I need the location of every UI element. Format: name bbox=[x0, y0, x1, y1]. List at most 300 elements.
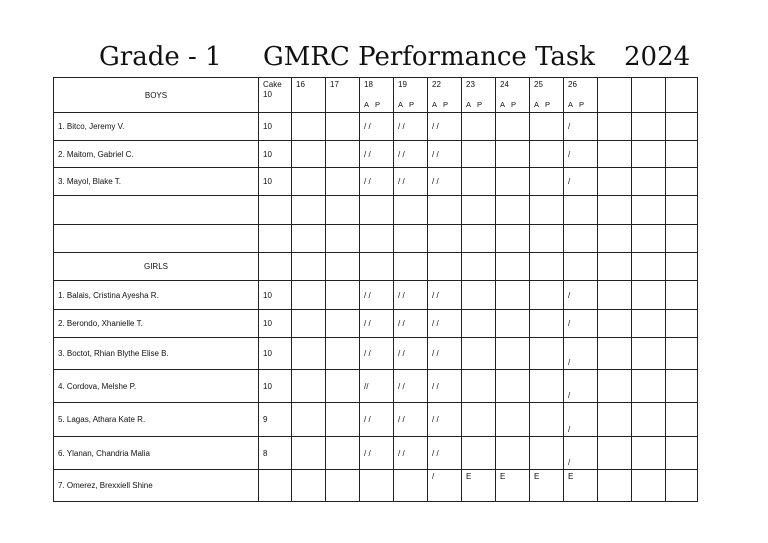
blank-cell bbox=[666, 196, 698, 225]
attendance-cell-25 bbox=[530, 370, 564, 403]
attendance-mark: / bbox=[568, 391, 571, 400]
attendance-mark: / / bbox=[398, 415, 405, 424]
attendance-cell-16 bbox=[292, 168, 326, 196]
attendance-cell-17 bbox=[326, 470, 360, 502]
attendance-cell-16 bbox=[292, 437, 326, 470]
attendance-mark: / / bbox=[432, 415, 439, 424]
student-name-cell bbox=[54, 113, 259, 141]
blank-cell bbox=[428, 253, 462, 281]
ap-labels bbox=[466, 100, 488, 109]
score-cell bbox=[259, 370, 292, 403]
blank-cell bbox=[292, 225, 326, 253]
blank-cell bbox=[292, 253, 326, 281]
blank-cell bbox=[598, 281, 632, 310]
attendance-cell-19 bbox=[394, 437, 428, 470]
attendance-cell-19 bbox=[394, 281, 428, 310]
attendance-cell-17 bbox=[326, 310, 360, 338]
attendance-mark: / / bbox=[398, 290, 405, 300]
ap-a-label: A bbox=[432, 100, 438, 109]
attendance-cell-19 bbox=[394, 141, 428, 168]
student-name-cell bbox=[54, 370, 259, 403]
blank-cell bbox=[326, 225, 360, 253]
student-score: 10 bbox=[263, 349, 272, 358]
score-cell bbox=[259, 403, 292, 437]
blank-cell bbox=[666, 310, 698, 338]
header-date-24 bbox=[496, 78, 530, 113]
header-date-25 bbox=[530, 78, 564, 113]
student-row bbox=[54, 141, 698, 168]
attendance-mark: / bbox=[568, 319, 571, 328]
attendance-cell-25 bbox=[530, 338, 564, 370]
title-grade: Grade - 1 bbox=[99, 42, 222, 72]
attendance-table bbox=[53, 77, 698, 502]
ap-p-label: P bbox=[409, 100, 415, 109]
attendance-cell-22 bbox=[428, 141, 462, 168]
attendance-mark: / / bbox=[398, 319, 405, 328]
ap-labels bbox=[534, 100, 556, 109]
attendance-cell-23 bbox=[462, 338, 496, 370]
header-date-22 bbox=[428, 78, 462, 113]
attendance-mark: / bbox=[568, 358, 571, 367]
attendance-cell-18 bbox=[360, 403, 394, 437]
score-cell bbox=[259, 437, 292, 470]
student-score: 10 bbox=[263, 381, 272, 391]
attendance-mark: / / bbox=[364, 319, 371, 328]
blank-cell bbox=[428, 225, 462, 253]
blank-cell bbox=[326, 196, 360, 225]
student-row bbox=[54, 168, 698, 196]
attendance-cell-18 bbox=[360, 141, 394, 168]
attendance-cell-24 bbox=[496, 437, 530, 470]
student-name: 4. Cordova, Melshe P. bbox=[58, 381, 137, 391]
student-row bbox=[54, 437, 698, 470]
student-score: 10 bbox=[263, 149, 272, 159]
score-cell bbox=[259, 113, 292, 141]
blank-cell bbox=[598, 470, 632, 502]
attendance-cell-17 bbox=[326, 281, 360, 310]
attendance-mark: / / bbox=[432, 122, 439, 131]
attendance-cell-23 bbox=[462, 168, 496, 196]
attendance-cell-23 bbox=[462, 113, 496, 141]
blank-cell bbox=[598, 253, 632, 281]
section-header-boys bbox=[54, 78, 259, 113]
attendance-mark: / / bbox=[398, 122, 405, 131]
attendance-cell-24 bbox=[496, 113, 530, 141]
blank-cell bbox=[530, 196, 564, 225]
student-score: 10 bbox=[263, 290, 272, 300]
attendance-cell-17 bbox=[326, 370, 360, 403]
attendance-cell-17 bbox=[326, 113, 360, 141]
blank-cell bbox=[394, 225, 428, 253]
attendance-cell-25 bbox=[530, 113, 564, 141]
attendance-cell-26 bbox=[564, 370, 598, 403]
attendance-cell-18 bbox=[360, 437, 394, 470]
score-cell bbox=[259, 310, 292, 338]
section-label-boys: BOYS bbox=[144, 90, 168, 100]
ap-p-label: P bbox=[375, 100, 381, 109]
attendance-mark: / bbox=[568, 290, 571, 300]
attendance-cell-16 bbox=[292, 113, 326, 141]
attendance-cell-23 bbox=[462, 281, 496, 310]
header-date-label: 18 bbox=[364, 80, 373, 89]
student-name: 1. Balais, Cristina Ayesha R. bbox=[58, 290, 159, 300]
attendance-cell-26 bbox=[564, 437, 598, 470]
attendance-cell-18 bbox=[360, 338, 394, 370]
attendance-mark: E bbox=[534, 472, 540, 481]
score-cell bbox=[259, 141, 292, 168]
header-date-label: 19 bbox=[398, 80, 407, 89]
student-score: 9 bbox=[263, 415, 268, 424]
student-name-cell bbox=[54, 310, 259, 338]
attendance-mark: / / bbox=[398, 448, 405, 458]
ap-p-label: P bbox=[579, 100, 585, 109]
blank-cell bbox=[496, 253, 530, 281]
student-score: 10 bbox=[263, 319, 272, 328]
blank-cell bbox=[632, 403, 666, 437]
student-name: 7. Omerez, Brexxiell Shine bbox=[58, 481, 153, 490]
attendance-cell-23 bbox=[462, 141, 496, 168]
blank-cell bbox=[632, 470, 666, 502]
attendance-mark: / / bbox=[398, 149, 405, 159]
attendance-mark: E bbox=[500, 472, 506, 481]
attendance-cell-26 bbox=[564, 470, 598, 502]
attendance-mark: / / bbox=[432, 319, 439, 328]
attendance-cell-18 bbox=[360, 281, 394, 310]
attendance-mark: / / bbox=[432, 349, 439, 358]
header-date-23 bbox=[462, 78, 496, 113]
ap-p-label: P bbox=[545, 100, 551, 109]
attendance-mark: / / bbox=[398, 177, 405, 186]
blank-cell bbox=[564, 225, 598, 253]
attendance-cell-26 bbox=[564, 113, 598, 141]
blank-cell bbox=[394, 196, 428, 225]
ap-labels bbox=[364, 100, 386, 109]
blank-cell bbox=[666, 437, 698, 470]
girls-section-row bbox=[54, 253, 698, 281]
blank-cell bbox=[259, 253, 292, 281]
attendance-mark: / / bbox=[432, 149, 439, 159]
attendance-mark: / / bbox=[364, 448, 371, 458]
attendance-cell-24 bbox=[496, 470, 530, 502]
student-score: 10 bbox=[263, 122, 272, 131]
attendance-cell-17 bbox=[326, 437, 360, 470]
attendance-mark: / / bbox=[432, 290, 439, 300]
attendance-mark: / / bbox=[398, 349, 405, 358]
attendance-cell-22 bbox=[428, 437, 462, 470]
attendance-cell-25 bbox=[530, 437, 564, 470]
attendance-cell-19 bbox=[394, 168, 428, 196]
attendance-mark: / / bbox=[432, 448, 439, 458]
student-name-cell bbox=[54, 141, 259, 168]
ap-p-label: P bbox=[443, 100, 449, 109]
blank-cell bbox=[666, 168, 698, 196]
score-cell bbox=[259, 338, 292, 370]
student-row bbox=[54, 113, 698, 141]
blank-cell bbox=[666, 225, 698, 253]
student-name: 1. Bitco, Jeremy V. bbox=[58, 122, 125, 131]
blank-cell bbox=[598, 338, 632, 370]
student-name-cell bbox=[54, 403, 259, 437]
student-name-cell bbox=[54, 281, 259, 310]
blank-cell bbox=[394, 253, 428, 281]
header-blank-cell bbox=[666, 78, 698, 113]
blank-cell bbox=[666, 370, 698, 403]
header-date-label: 16 bbox=[296, 80, 305, 89]
attendance-cell-17 bbox=[326, 141, 360, 168]
title-year: 2024 bbox=[624, 42, 691, 72]
attendance-cell-16 bbox=[292, 338, 326, 370]
ap-labels bbox=[398, 100, 420, 109]
attendance-mark: / bbox=[568, 458, 571, 467]
attendance-cell-24 bbox=[496, 168, 530, 196]
header-cake-title: Cake bbox=[263, 80, 282, 89]
attendance-mark: / bbox=[568, 177, 571, 186]
attendance-mark: / / bbox=[432, 177, 439, 186]
blank-cell bbox=[462, 225, 496, 253]
attendance-cell-24 bbox=[496, 338, 530, 370]
attendance-mark: / bbox=[568, 149, 571, 159]
blank-cell bbox=[564, 253, 598, 281]
attendance-cell-26 bbox=[564, 403, 598, 437]
attendance-cell-23 bbox=[462, 470, 496, 502]
student-row bbox=[54, 403, 698, 437]
attendance-cell-17 bbox=[326, 338, 360, 370]
header-cake bbox=[259, 78, 292, 113]
attendance-cell-25 bbox=[530, 168, 564, 196]
blank-name-cell bbox=[54, 196, 259, 225]
blank-cell bbox=[632, 338, 666, 370]
blank-cell bbox=[326, 253, 360, 281]
blank-cell bbox=[632, 113, 666, 141]
blank-cell bbox=[530, 253, 564, 281]
blank-cell bbox=[632, 437, 666, 470]
blank-cell bbox=[666, 253, 698, 281]
ap-labels bbox=[432, 100, 454, 109]
document-title bbox=[0, 40, 768, 76]
student-score: 8 bbox=[263, 448, 268, 458]
blank-row bbox=[54, 196, 698, 225]
student-row bbox=[54, 370, 698, 403]
score-cell bbox=[259, 168, 292, 196]
blank-cell bbox=[259, 196, 292, 225]
section-header-girls bbox=[54, 253, 259, 281]
attendance-mark: E bbox=[568, 472, 574, 481]
blank-cell bbox=[666, 113, 698, 141]
attendance-cell-19 bbox=[394, 310, 428, 338]
blank-name-cell bbox=[54, 225, 259, 253]
attendance-cell-18 bbox=[360, 310, 394, 338]
attendance-mark: / / bbox=[364, 149, 371, 159]
blank-cell bbox=[666, 470, 698, 502]
header-date-18 bbox=[360, 78, 394, 113]
attendance-cell-16 bbox=[292, 141, 326, 168]
student-name-cell bbox=[54, 470, 259, 502]
attendance-cell-26 bbox=[564, 281, 598, 310]
attendance-cell-19 bbox=[394, 370, 428, 403]
attendance-mark: / bbox=[432, 472, 435, 481]
attendance-cell-24 bbox=[496, 310, 530, 338]
attendance-cell-19 bbox=[394, 338, 428, 370]
score-cell bbox=[259, 281, 292, 310]
attendance-cell-18 bbox=[360, 370, 394, 403]
blank-cell bbox=[666, 338, 698, 370]
attendance-cell-25 bbox=[530, 141, 564, 168]
attendance-cell-22 bbox=[428, 113, 462, 141]
section-label-girls: GIRLS bbox=[143, 262, 168, 271]
blank-cell bbox=[530, 225, 564, 253]
blank-cell bbox=[598, 310, 632, 338]
attendance-cell-22 bbox=[428, 168, 462, 196]
blank-cell bbox=[632, 141, 666, 168]
blank-cell bbox=[564, 196, 598, 225]
attendance-mark: / / bbox=[364, 122, 371, 131]
ap-p-label: P bbox=[477, 100, 483, 109]
attendance-cell-19 bbox=[394, 403, 428, 437]
attendance-cell-24 bbox=[496, 141, 530, 168]
blank-cell bbox=[496, 225, 530, 253]
header-blank-cell bbox=[598, 78, 632, 113]
attendance-cell-23 bbox=[462, 403, 496, 437]
header-date-label: 17 bbox=[330, 80, 339, 89]
header-date-19 bbox=[394, 78, 428, 113]
header-cake-score: 10 bbox=[263, 90, 272, 99]
ap-labels bbox=[568, 100, 590, 109]
student-name: 2. Maitom, Gabriel C. bbox=[58, 149, 134, 159]
student-name: 5. Lagas, Athara Kate R. bbox=[58, 415, 146, 424]
header-date-label: 26 bbox=[568, 80, 577, 89]
header-date-26 bbox=[564, 78, 598, 113]
blank-cell bbox=[259, 225, 292, 253]
blank-cell bbox=[598, 196, 632, 225]
header-row bbox=[54, 78, 698, 113]
attendance-cell-24 bbox=[496, 403, 530, 437]
attendance-mark: E bbox=[466, 472, 472, 481]
attendance-cell-16 bbox=[292, 370, 326, 403]
attendance-cell-18 bbox=[360, 470, 394, 502]
attendance-cell-24 bbox=[496, 281, 530, 310]
attendance-cell-19 bbox=[394, 113, 428, 141]
attendance-mark: / / bbox=[398, 381, 405, 391]
blank-cell bbox=[666, 281, 698, 310]
blank-row bbox=[54, 225, 698, 253]
attendance-cell-22 bbox=[428, 470, 462, 502]
attendance-cell-23 bbox=[462, 437, 496, 470]
blank-cell bbox=[598, 168, 632, 196]
ap-a-label: A bbox=[568, 100, 574, 109]
ap-p-label: P bbox=[511, 100, 517, 109]
attendance-cell-17 bbox=[326, 403, 360, 437]
header-date-label: 23 bbox=[466, 80, 475, 89]
student-row bbox=[54, 281, 698, 310]
header-blank-cell bbox=[632, 78, 666, 113]
attendance-mark: / / bbox=[364, 349, 371, 358]
blank-cell bbox=[360, 253, 394, 281]
attendance-cell-25 bbox=[530, 403, 564, 437]
student-name-cell bbox=[54, 437, 259, 470]
attendance-cell-18 bbox=[360, 168, 394, 196]
blank-cell bbox=[462, 253, 496, 281]
ap-a-label: A bbox=[466, 100, 472, 109]
header-date-label: 25 bbox=[534, 80, 543, 89]
attendance-cell-22 bbox=[428, 310, 462, 338]
blank-cell bbox=[632, 281, 666, 310]
blank-cell bbox=[462, 196, 496, 225]
header-date-label: 22 bbox=[432, 80, 441, 89]
ap-a-label: A bbox=[364, 100, 370, 109]
header-cake-label bbox=[263, 80, 282, 100]
attendance-cell-25 bbox=[530, 310, 564, 338]
attendance-cell-22 bbox=[428, 338, 462, 370]
attendance-mark: / / bbox=[364, 177, 371, 186]
attendance-mark: / / bbox=[364, 415, 371, 424]
attendance-cell-18 bbox=[360, 113, 394, 141]
ap-a-label: A bbox=[398, 100, 404, 109]
blank-cell bbox=[632, 168, 666, 196]
attendance-cell-22 bbox=[428, 281, 462, 310]
student-row bbox=[54, 470, 698, 502]
student-name: 3. Mayol, Blake T. bbox=[58, 177, 121, 186]
attendance-cell-26 bbox=[564, 168, 598, 196]
attendance-cell-26 bbox=[564, 310, 598, 338]
blank-cell bbox=[598, 370, 632, 403]
ap-labels bbox=[500, 100, 522, 109]
blank-cell bbox=[632, 370, 666, 403]
blank-cell bbox=[598, 437, 632, 470]
score-cell bbox=[259, 470, 292, 502]
attendance-cell-16 bbox=[292, 281, 326, 310]
student-name-cell bbox=[54, 168, 259, 196]
ap-a-label: A bbox=[500, 100, 506, 109]
blank-cell bbox=[632, 253, 666, 281]
title-subject: GMRC Performance Task bbox=[263, 42, 596, 72]
attendance-mark: / / bbox=[432, 381, 439, 391]
header-date-17 bbox=[326, 78, 360, 113]
student-name: 2. Berondo, Xhanielle T. bbox=[58, 319, 143, 328]
blank-cell bbox=[598, 403, 632, 437]
blank-cell bbox=[598, 113, 632, 141]
student-name: 3. Boctot, Rhian Blythe Elise B. bbox=[58, 349, 169, 358]
attendance-cell-16 bbox=[292, 310, 326, 338]
attendance-cell-17 bbox=[326, 168, 360, 196]
student-row bbox=[54, 338, 698, 370]
blank-cell bbox=[632, 196, 666, 225]
blank-cell bbox=[632, 310, 666, 338]
attendance-cell-25 bbox=[530, 470, 564, 502]
blank-cell bbox=[428, 196, 462, 225]
attendance-cell-24 bbox=[496, 370, 530, 403]
attendance-cell-19 bbox=[394, 470, 428, 502]
blank-cell bbox=[360, 196, 394, 225]
blank-cell bbox=[598, 141, 632, 168]
attendance-cell-26 bbox=[564, 338, 598, 370]
blank-cell bbox=[666, 403, 698, 437]
attendance-cell-23 bbox=[462, 370, 496, 403]
attendance-cell-22 bbox=[428, 403, 462, 437]
student-score: 10 bbox=[263, 177, 272, 186]
attendance-cell-22 bbox=[428, 370, 462, 403]
ap-a-label: A bbox=[534, 100, 540, 109]
attendance-mark: / bbox=[568, 122, 571, 131]
attendance-mark: / / bbox=[364, 290, 371, 300]
header-date-16 bbox=[292, 78, 326, 113]
blank-cell bbox=[292, 196, 326, 225]
attendance-cell-16 bbox=[292, 470, 326, 502]
attendance-cell-26 bbox=[564, 141, 598, 168]
attendance-cell-23 bbox=[462, 310, 496, 338]
attendance-mark: // bbox=[364, 381, 369, 391]
student-row bbox=[54, 310, 698, 338]
blank-cell bbox=[360, 225, 394, 253]
